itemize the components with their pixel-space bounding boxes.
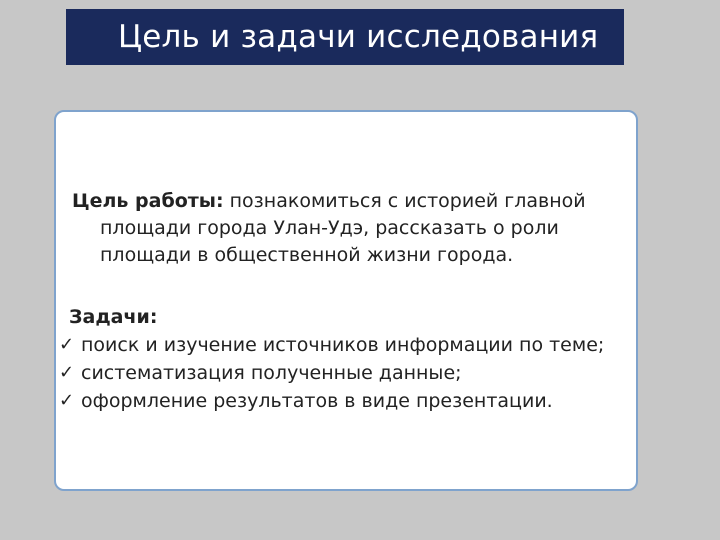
slide-title: Цель и задачи исследования: [118, 19, 599, 55]
goal-text-3: площади в общественной жизни города.: [100, 244, 514, 266]
list-item: [59, 387, 604, 415]
title-bar: [66, 9, 624, 65]
task-text: систематизация полученные данные;: [81, 362, 462, 384]
list-item: [59, 359, 604, 387]
task-text: поиск и изучение источников информации по теме;: [81, 334, 605, 356]
goal-line-1: [72, 188, 612, 215]
checkmark-icon: ✓: [59, 390, 75, 411]
task-list: [59, 331, 604, 415]
goal-text-2: площади города Улан-Удэ, рассказать о роли: [100, 217, 559, 239]
goal-label: Цель работы:: [72, 190, 224, 212]
task-text: оформление результатов в виде презентации.: [81, 390, 553, 412]
list-item: [59, 331, 604, 359]
goal-text-1: познакомиться с историей главной: [223, 190, 586, 212]
checkmark-icon: ✓: [59, 362, 75, 383]
goal-block: [72, 188, 612, 269]
checkmark-icon: ✓: [59, 334, 75, 355]
tasks-label: Задачи:: [69, 306, 158, 328]
content-card: [54, 110, 638, 491]
